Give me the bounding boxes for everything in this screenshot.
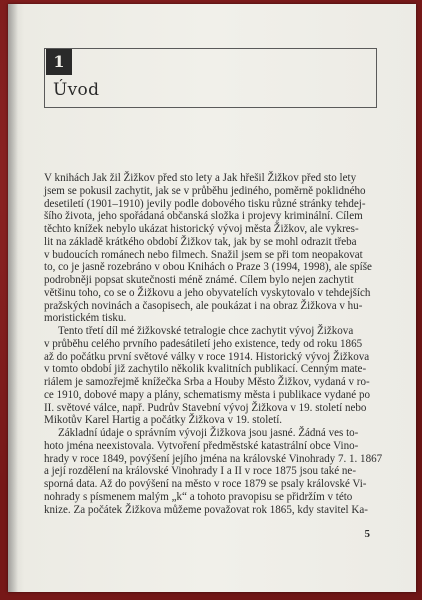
- paragraph-first-line: Základní údaje o správním vývoji Žižkova jsou jasné. Žádná ves to-: [58, 427, 359, 439]
- text-line: to, co je jasně rozebráno v obou Knihách o Praze 3 (1994, 1998), ale spíše: [44, 261, 372, 274]
- chapter-title: Úvod: [53, 80, 100, 100]
- text-line: šího života, jeho spořádaná občanská složka i projevy kriminální. Cílem: [44, 210, 363, 223]
- text-line: ce 1910, dobové mapy a plány, schematismy města i publikace vydané po: [44, 388, 370, 401]
- text-line: knize. Za počátek Žižkova můžeme považovat rok 1865, kdy stavitel Ka-: [44, 503, 368, 516]
- text-line: většinu toho, co se o Žižkovu a jeho obyvatelích vyskytovalo v tehdejších: [44, 286, 371, 299]
- text-line: těchto knížek nebylo ukázat historický vývoj města Žižkov, ale vykres-: [44, 223, 359, 235]
- chapter-number-badge: 1: [46, 49, 72, 75]
- text-line: jsem se pokusil zachytit, jak se v průběhu jediného, poměrně poklidného: [44, 184, 366, 197]
- text-line: nohrady s písmenem malým „k“ a tohoto pravopisu se přidržím v této: [44, 490, 353, 503]
- text-line: a její rozdělení na královské Vinohrady I a II v roce 1875 jsou také ne-: [44, 465, 357, 478]
- text-line: Mikotův Karel Hartig a počátky Žižkova v 19. století.: [44, 414, 283, 427]
- text-line: II. světové válce, např. Pudrův Stavební vývoj Žižkova v 19. století nebo: [44, 401, 367, 414]
- text-line: lit na základě krátkého období Žižkov tak, jak by se mohl odrazit třeba: [44, 235, 357, 248]
- text-line: hoto jména neexistovala. Vytvoření předměstské katastrální obce Vino-: [44, 439, 359, 452]
- chapter-body-text: [44, 172, 383, 516]
- book-page: [8, 4, 416, 592]
- page-gutter-shadow: [8, 4, 18, 592]
- text-line: v tomto období již zachytilo několik kvalitních publikací. Cenným mate-: [44, 363, 367, 376]
- text-line: moristickém tisku.: [44, 312, 127, 325]
- text-line: hrady v roce 1849, povýšení jejího jména na královské Vinohrady 7. 1. 1867: [44, 452, 383, 465]
- text-line: v budoucích románech nebo filmech. Snažil jsem se při tom neopakovat: [44, 248, 363, 261]
- page-number: 5: [364, 528, 370, 540]
- text-line: podrobněji popsat skutečnosti méně známé. Cílem bylo nejen zachytit: [44, 274, 354, 286]
- text-line: V knihách Jak žil Žižkov před sto lety a Jak hřešil Žižkov před sto lety: [44, 172, 357, 184]
- text-line: desetiletí (1901–1910) jevily podle dobového tisku různé stránky tehdej-: [44, 197, 366, 210]
- text-line: v průběhu celého prvního padesátiletí jeho existence, tedy od roku 1865: [44, 337, 363, 350]
- text-line: sporná data. Až do povýšení na město v roce 1879 se psaly královské Vi-: [44, 478, 367, 490]
- text-line: až do počátku první světové války v roce 1914. Historický vývoj Žižkova: [44, 350, 370, 363]
- paragraph-first-line: Tento třetí díl mé žižkovské tetralogie chce zachytit vývoj Žižkova: [58, 325, 354, 337]
- text-line: pražských novinách a časopisech, ale poukázat i na obraz Žižkova v hu-: [44, 299, 363, 312]
- text-line: riálem je samozřejmě knížečka Srba a Houby Město Žižkov, vydaná v ro-: [44, 376, 370, 388]
